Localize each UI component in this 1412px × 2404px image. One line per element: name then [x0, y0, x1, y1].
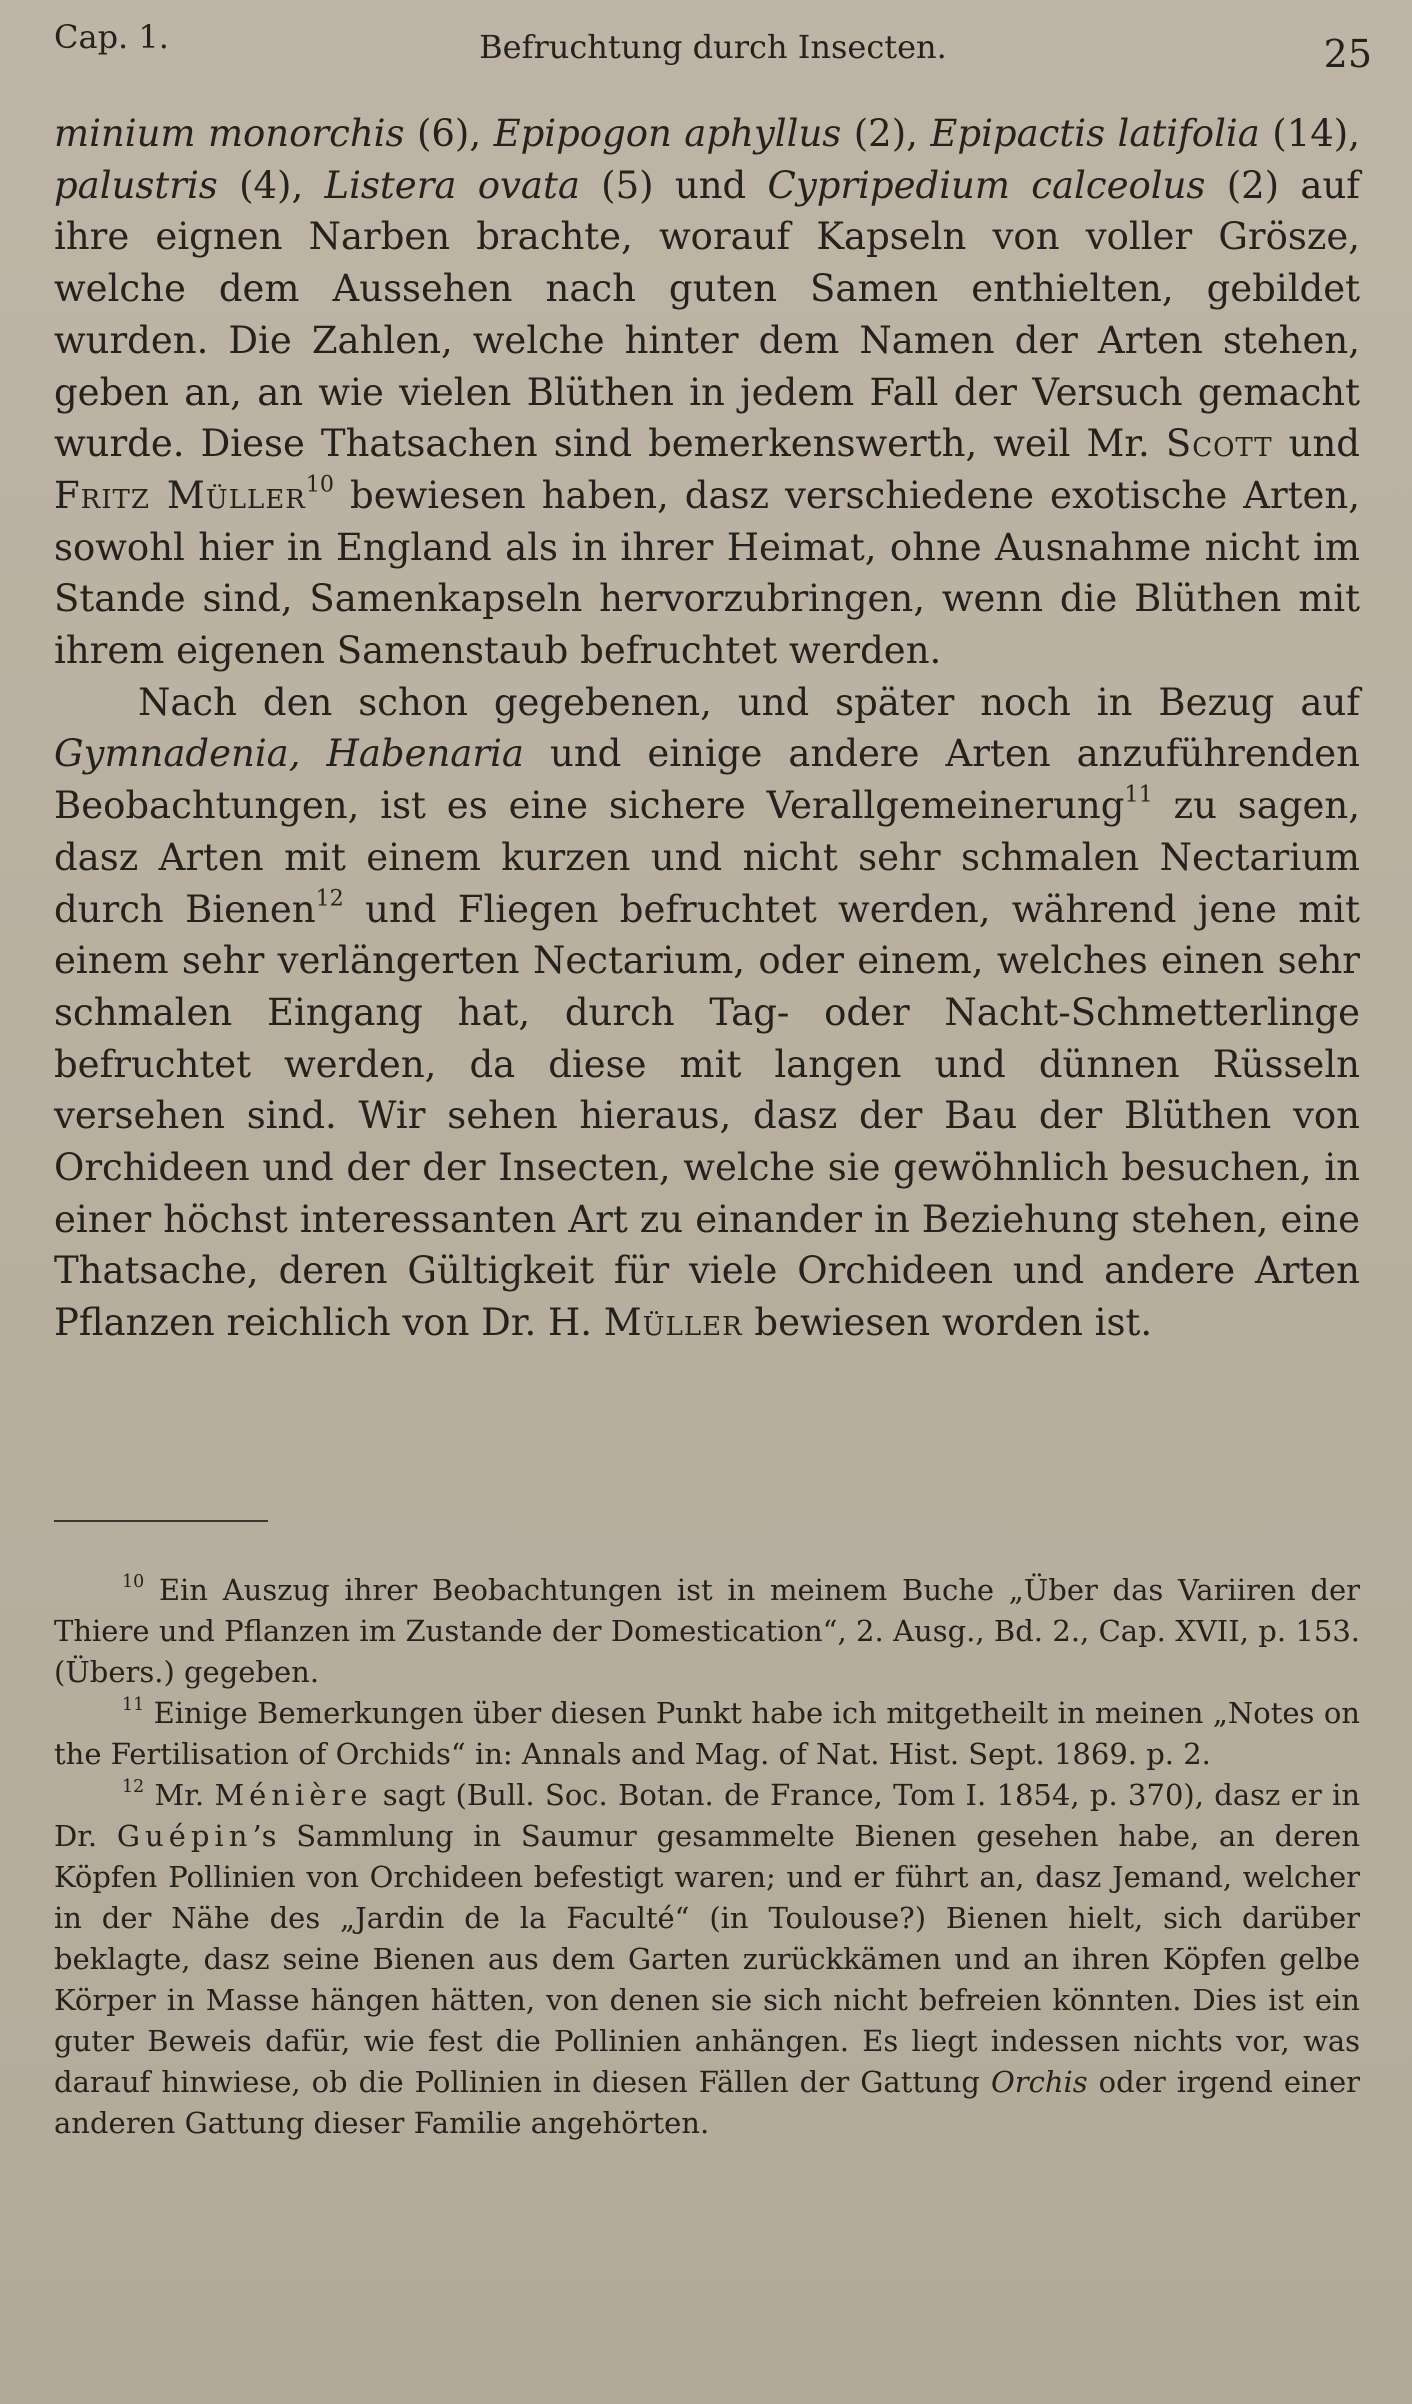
species-name: minium monorchis	[54, 112, 405, 155]
footnotes	[54, 1570, 1360, 2144]
text-run: bewiesen worden ist.	[742, 1301, 1153, 1345]
author-name: Scott	[1165, 422, 1273, 466]
footnote-ref-10: 10	[305, 471, 335, 498]
text-run: (2),	[841, 112, 931, 155]
running-title: Befruchtung durch Insecten.	[479, 28, 947, 66]
text-run: bewiesen haben, dasz verschiedene exotische Arten, sowohl hier in England als in ihrer Heimat, ohne Ausnahme nicht im Stande sind, Samenkapseln hervorzubringen, wenn die Blüthen mit ihrem eigenen Samenstaub befruchtet werden.	[54, 473, 1360, 673]
text-run: (2) auf ihre eignen Narben brachte, worauf Kapseln von voller Grösze, welche dem Aussehen nach guten Samen enthielten, gebildet wurden. Die Zahlen, welche hinter dem Namen der Arten stehen, geben an, an wie vielen Blüthen in jedem Fall der Versuch gemacht wurde. Diese Thatsachen sind bemerkenswerth, weil Mr.	[54, 163, 1360, 466]
footnote-ref-12: 12	[315, 884, 344, 911]
page-number: 25	[1323, 32, 1372, 76]
species-name: Cypripedium calceolus	[767, 163, 1206, 207]
footnote-text: sagt (Bull. Soc. Botan. de France, Tom I. 1854, p. 370), dasz er in Dr.	[54, 1778, 1360, 1853]
chapter-label: Cap. 1.	[54, 18, 169, 56]
text-run: (5) und	[579, 163, 768, 207]
footnote-text: ’s Sammlung in Saumur gesammelte Bienen gesehen habe, an deren Köpfen Pollinien von Orchideen befestigt waren; und er führt an, dasz Jemand, welcher in der Nähe des „Jardin de la Faculté“ (in Toulouse?) Bienen hielt, sich darüber beklagte, dasz seine Bienen aus dem Garten zurückkämen und an ihren Köpfen gelbe Körper in Masse hängen hätten, von denen sie sich nicht befreien könnten. Dies ist ein guter Beweis dafür, wie fest die Pollinien anhängen. Es liegt indessen nichts vor, was darauf hinwiese, ob die Pollinien in diesen Fällen der Gattung	[54, 1819, 1360, 2099]
author-name: Müller	[603, 1301, 743, 1345]
species-name: Epipogon aphyllus	[493, 112, 842, 155]
author-name: Fritz Müller	[54, 473, 306, 517]
author-name: Ménière	[214, 1778, 373, 1812]
footnote-11	[54, 1693, 1360, 1775]
footnote-10	[54, 1570, 1360, 1693]
running-header	[54, 14, 1372, 76]
footnote-text: Mr.	[144, 1778, 215, 1812]
footnote-text: Einige Bemerkungen über diesen Punkt habe ich mitgetheilt in meinen „Notes on the Fertilisation of Orchids“ in: Annals and Mag. of Nat. Hist. Sept. 1869. p. 2.	[54, 1696, 1360, 1771]
paragraph-2	[54, 677, 1360, 1349]
footnote-divider	[54, 1520, 268, 1522]
paragraph-1	[54, 108, 1360, 677]
footnote-number: 11	[122, 1694, 145, 1715]
text-run: (6),	[404, 112, 494, 155]
text-run: und einige andere Arten anzuführenden Beobachtungen, ist es eine sichere Verallgemeinerung	[54, 732, 1360, 828]
text-run: Nach den schon gegebenen, und später noch in Bezug auf	[138, 680, 1360, 724]
footnote-text: Ein Auszug ihrer Beobachtungen ist in meinem Buche „Über das Variiren der Thiere und Pflanzen im Zustande der Domestication“, 2. Ausg., Bd. 2., Cap. XVII, p. 153. (Übers.) gegeben.	[54, 1573, 1360, 1689]
text-run: (14),	[1259, 112, 1360, 155]
author-name: Guépin	[116, 1819, 253, 1853]
species-name: Listera ovata	[324, 163, 580, 207]
species-name: Epipactis latifolia	[930, 112, 1260, 155]
text-run: und	[1272, 422, 1360, 466]
footnote-number: 10	[122, 1571, 145, 1592]
species-name: palustris	[54, 163, 218, 207]
text-run: und Fliegen befruchtet werden, während jene mit einem sehr verlängerten Nectarium, oder einem, welches einen sehr schmalen Eingang hat, durch Tag- oder Nacht-Schmetterlinge befruchtet werden, da diese mit langen und dünnen Rüsseln versehen sind. Wir sehen hieraus, dasz der Bau der Blüthen von Orchideen und der der Insecten, welche sie gewöhnlich besuchen, in einer höchst interessanten Art zu einander in Beziehung stehen, eine Thatsache, deren Gültigkeit für viele Orchideen und andere Arten Pflanzen reichlich von Dr. H.	[54, 887, 1360, 1345]
text-run: zu sagen, dasz Arten mit einem kurzen und nicht sehr schmalen Nectarium durch Bienen	[54, 784, 1360, 931]
text-run: (4),	[217, 163, 325, 207]
footnote-ref-11: 11	[1124, 781, 1153, 808]
footnote-text: oder irgend einer anderen Gattung dieser Familie angehörten.	[54, 2065, 1360, 2140]
species-name: Gymnadenia, Habenaria	[54, 732, 524, 776]
main-text	[54, 108, 1360, 1349]
genus-name: Orchis	[990, 2065, 1088, 2099]
footnote-number: 12	[122, 1776, 145, 1797]
footnote-12	[54, 1775, 1360, 2144]
